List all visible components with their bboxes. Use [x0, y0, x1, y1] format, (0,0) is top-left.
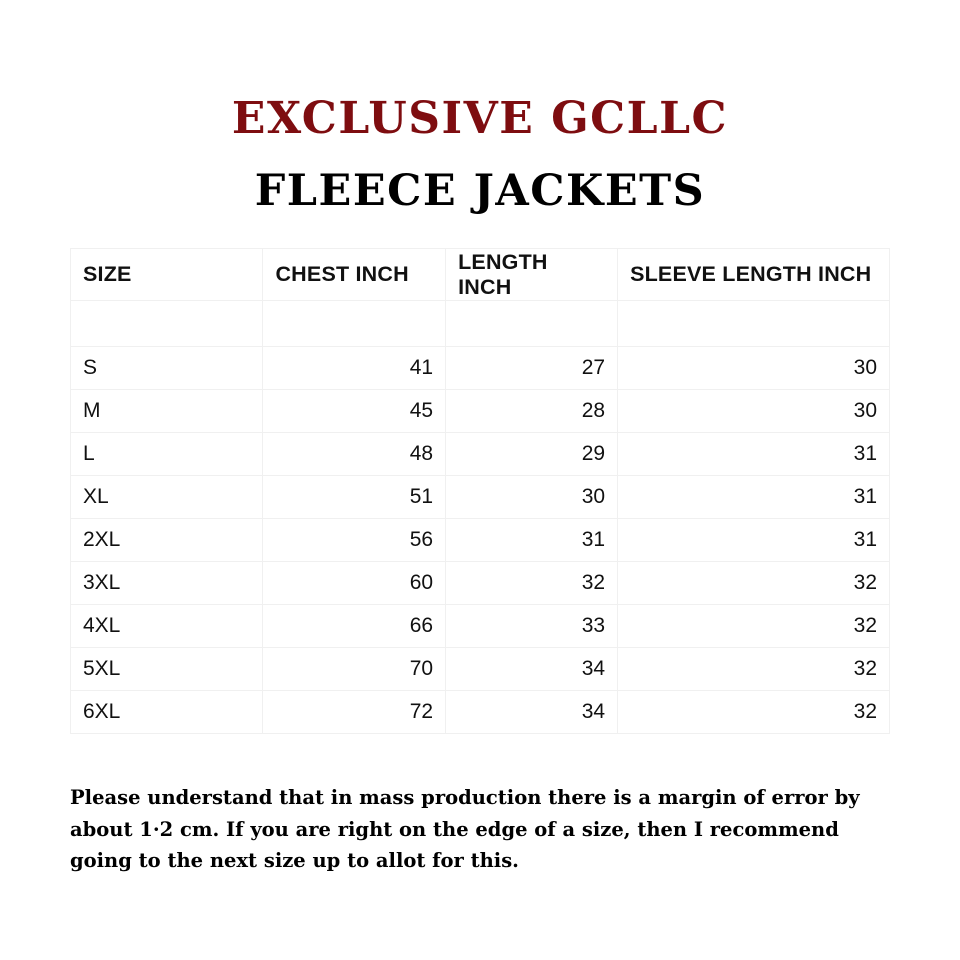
cell-length: 30	[446, 476, 618, 519]
size-table-wrapper	[70, 248, 890, 734]
cell-chest: 60	[263, 562, 446, 605]
cell-size: 3XL	[71, 562, 263, 605]
cell-chest: 41	[263, 347, 446, 390]
table-spacer-row	[71, 301, 890, 347]
cell-length: 32	[446, 562, 618, 605]
cell-length: 29	[446, 433, 618, 476]
cell-length: 34	[446, 691, 618, 734]
cell-sleeve: 30	[618, 390, 890, 433]
cell-chest: 66	[263, 605, 446, 648]
cell-chest: 72	[263, 691, 446, 734]
cell-chest: 48	[263, 433, 446, 476]
table-row	[71, 519, 890, 562]
table-row	[71, 433, 890, 476]
table-row	[71, 691, 890, 734]
column-header-length: LENGTH INCH	[446, 249, 618, 301]
page-title: EXCLUSIVE GCLLC	[231, 93, 729, 144]
cell-chest: 45	[263, 390, 446, 433]
column-header-size: SIZE	[71, 249, 263, 301]
cell-size: 5XL	[71, 648, 263, 691]
spacer-cell	[618, 301, 890, 347]
table-header	[71, 249, 890, 301]
spacer-cell	[71, 301, 263, 347]
cell-sleeve: 32	[618, 648, 890, 691]
cell-length: 33	[446, 605, 618, 648]
table-row	[71, 347, 890, 390]
cell-sleeve: 32	[618, 562, 890, 605]
size-chart-table	[70, 248, 890, 734]
page-subtitle: FLEECE JACKETS	[254, 166, 706, 217]
table-row	[71, 562, 890, 605]
cell-size: 6XL	[71, 691, 263, 734]
table-header-row	[71, 249, 890, 301]
cell-length: 28	[446, 390, 618, 433]
cell-size: 2XL	[71, 519, 263, 562]
cell-size: M	[71, 390, 263, 433]
cell-length: 31	[446, 519, 618, 562]
cell-chest: 51	[263, 476, 446, 519]
cell-sleeve: 31	[618, 433, 890, 476]
cell-sleeve: 32	[618, 605, 890, 648]
cell-size: L	[71, 433, 263, 476]
cell-sleeve: 31	[618, 519, 890, 562]
cell-chest: 70	[263, 648, 446, 691]
cell-sleeve: 32	[618, 691, 890, 734]
table-row	[71, 390, 890, 433]
spacer-cell	[446, 301, 618, 347]
cell-chest: 56	[263, 519, 446, 562]
cell-size: XL	[71, 476, 263, 519]
cell-size: 4XL	[71, 605, 263, 648]
cell-sleeve: 30	[618, 347, 890, 390]
cell-sleeve: 31	[618, 476, 890, 519]
table-row	[71, 648, 890, 691]
spacer-cell	[263, 301, 446, 347]
title-block	[70, 0, 890, 217]
disclaimer-note: Please understand that in mass production there is a margin of error by about 1·2 cm. If you are right on the edge of a size, then I recommend going to the next size up to allot for this.	[70, 786, 860, 873]
table-body	[71, 301, 890, 734]
cell-size: S	[71, 347, 263, 390]
cell-length: 27	[446, 347, 618, 390]
cell-length: 34	[446, 648, 618, 691]
table-row	[71, 476, 890, 519]
column-header-sleeve: SLEEVE LENGTH INCH	[618, 249, 890, 301]
table-row	[71, 605, 890, 648]
column-header-chest: CHEST INCH	[263, 249, 446, 301]
